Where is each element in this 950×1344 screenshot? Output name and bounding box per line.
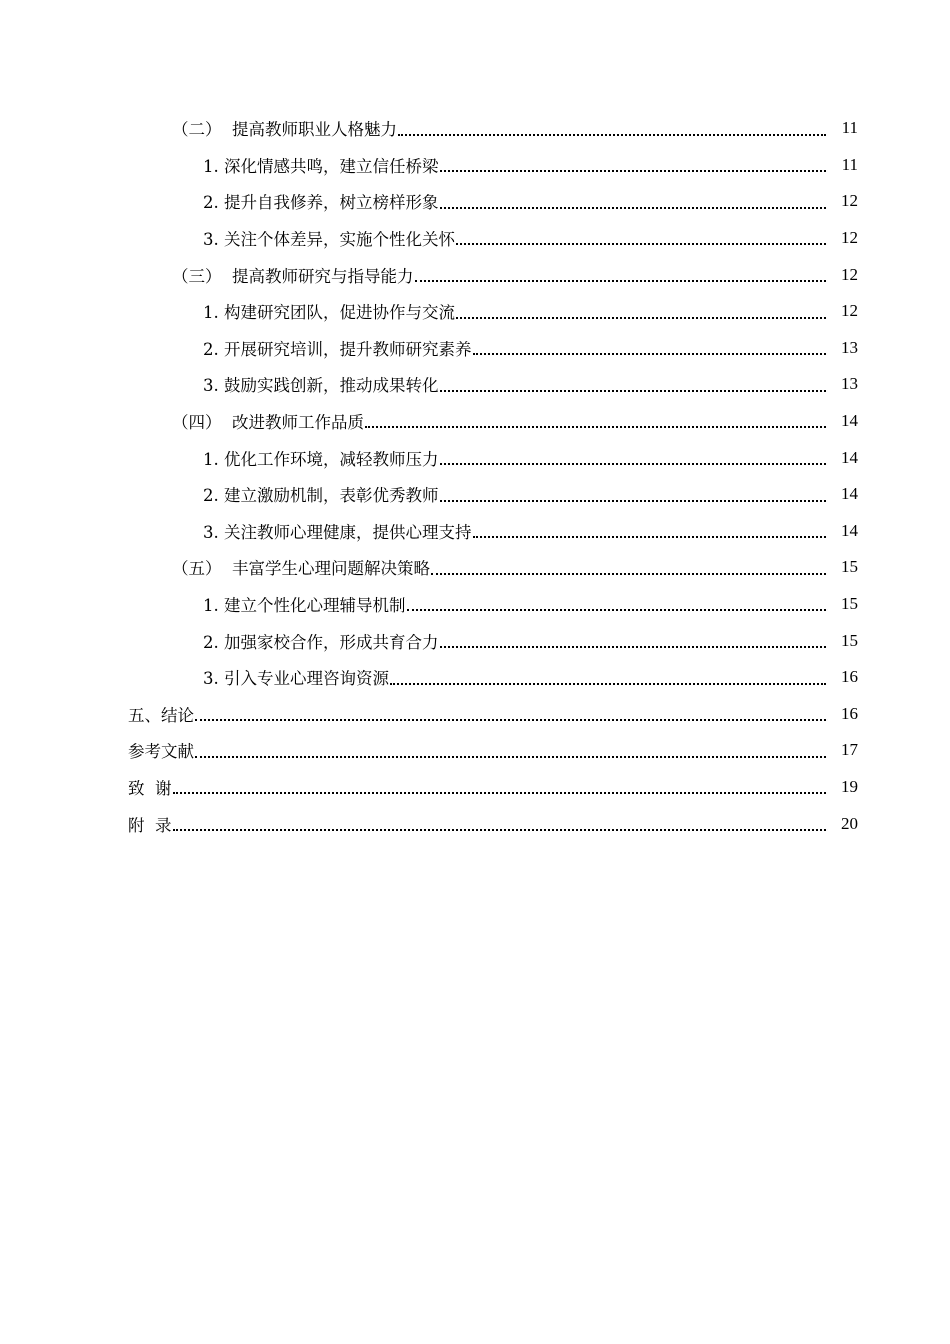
toc-dot-leader (398, 134, 826, 136)
toc-entry[interactable] (0, 476, 950, 513)
toc-entry[interactable] (0, 366, 950, 403)
toc-entry[interactable] (0, 513, 950, 550)
toc-entry[interactable] (0, 622, 950, 659)
toc-entry-title: （二） 提高教师职业人格魅力 (172, 120, 397, 140)
toc-dot-leader (456, 243, 826, 245)
toc-page-number: 14 (841, 447, 858, 467)
toc-dot-leader (415, 280, 827, 282)
toc-entry[interactable] (0, 220, 950, 257)
toc-entry-title: 1. 深化情感共鸣，建立信任桥梁 (203, 156, 439, 176)
toc-page-number: 14 (841, 520, 858, 540)
toc-page-number: 13 (841, 337, 858, 357)
toc-entry[interactable] (0, 293, 950, 330)
toc-page-number: 14 (841, 411, 858, 431)
toc-dot-leader (440, 207, 827, 209)
toc-page-number: 14 (841, 484, 858, 504)
toc-entry-title: 致 谢 (128, 778, 172, 798)
toc-entry[interactable] (0, 256, 950, 293)
toc-page-number: 13 (841, 374, 858, 394)
toc-entry-title: 2. 建立激励机制，表彰优秀教师 (203, 486, 439, 506)
toc-dot-leader (365, 426, 826, 428)
toc-entry[interactable] (0, 696, 950, 733)
toc-page-number: 15 (841, 594, 858, 614)
toc-dot-leader (195, 719, 826, 721)
toc-dot-leader (173, 829, 827, 831)
toc-dot-leader (440, 500, 827, 502)
toc-entry-title: 2. 开展研究培训，提升教师研究素养 (203, 339, 472, 359)
toc-entry-title: 参考文献 (128, 742, 194, 762)
toc-page-number: 16 (841, 703, 858, 723)
toc-dot-leader (173, 792, 827, 794)
toc-entry-title: 3. 关注个体差异，实施个性化关怀 (203, 230, 455, 250)
toc-entry[interactable] (0, 110, 950, 147)
toc-entry-title: 3. 关注教师心理健康，提供心理支持 (203, 522, 472, 542)
toc-entry[interactable] (0, 769, 950, 806)
toc-entry-title: （四） 改进教师工作品质 (172, 413, 364, 433)
toc-entry-title: 附 录 (128, 815, 172, 835)
toc-dot-leader (390, 683, 826, 685)
toc-entry[interactable] (0, 147, 950, 184)
toc-entry-title: 五、结论 (128, 705, 194, 725)
toc-dot-leader (407, 609, 827, 611)
toc-dot-leader (431, 573, 826, 575)
toc-dot-leader (473, 536, 827, 538)
toc-entry-title: 1. 构建研究团队，促进协作与交流 (203, 303, 455, 323)
toc-entry[interactable] (0, 659, 950, 696)
toc-entry-title: 1. 建立个性化心理辅导机制 (203, 596, 406, 616)
toc-entry[interactable] (0, 805, 950, 842)
toc-entry[interactable] (0, 586, 950, 623)
toc-entry-title: 3. 引入专业心理咨询资源 (203, 669, 389, 689)
toc-dot-leader (473, 353, 827, 355)
toc-entry-title: 2. 加强家校合作，形成共育合力 (203, 632, 439, 652)
toc-dot-leader (456, 317, 826, 319)
toc-entry[interactable] (0, 403, 950, 440)
toc-entry-title: （五） 丰富学生心理问题解决策略 (172, 559, 430, 579)
toc-page-number: 12 (841, 264, 858, 284)
toc-page-number: 12 (841, 191, 858, 211)
toc-entry[interactable] (0, 732, 950, 769)
toc-page-number: 15 (841, 630, 858, 650)
toc-dot-leader (440, 646, 827, 648)
toc-page-number: 12 (841, 228, 858, 248)
toc-page-number: 16 (841, 667, 858, 687)
toc-page-number: 19 (841, 776, 858, 796)
table-of-contents (0, 110, 950, 842)
toc-entry-title: 3. 鼓励实践创新，推动成果转化 (203, 376, 439, 396)
toc-entry[interactable] (0, 439, 950, 476)
toc-page-number: 20 (841, 813, 858, 833)
toc-dot-leader (440, 390, 827, 392)
toc-entry-title: 1. 优化工作环境，减轻教师压力 (203, 449, 439, 469)
toc-page-number: 12 (841, 301, 858, 321)
toc-page-number: 11 (841, 154, 858, 174)
toc-dot-leader (195, 756, 826, 758)
toc-page-number: 17 (841, 740, 858, 760)
toc-entry[interactable] (0, 549, 950, 586)
toc-dot-leader (440, 463, 827, 465)
toc-page-number: 11 (841, 118, 858, 138)
toc-dot-leader (440, 170, 827, 172)
toc-entry-title: （三） 提高教师研究与指导能力 (172, 266, 414, 286)
toc-entry-title: 2. 提升自我修养，树立榜样形象 (203, 193, 439, 213)
toc-page-number: 15 (841, 557, 858, 577)
toc-entry[interactable] (0, 183, 950, 220)
toc-entry[interactable] (0, 330, 950, 367)
